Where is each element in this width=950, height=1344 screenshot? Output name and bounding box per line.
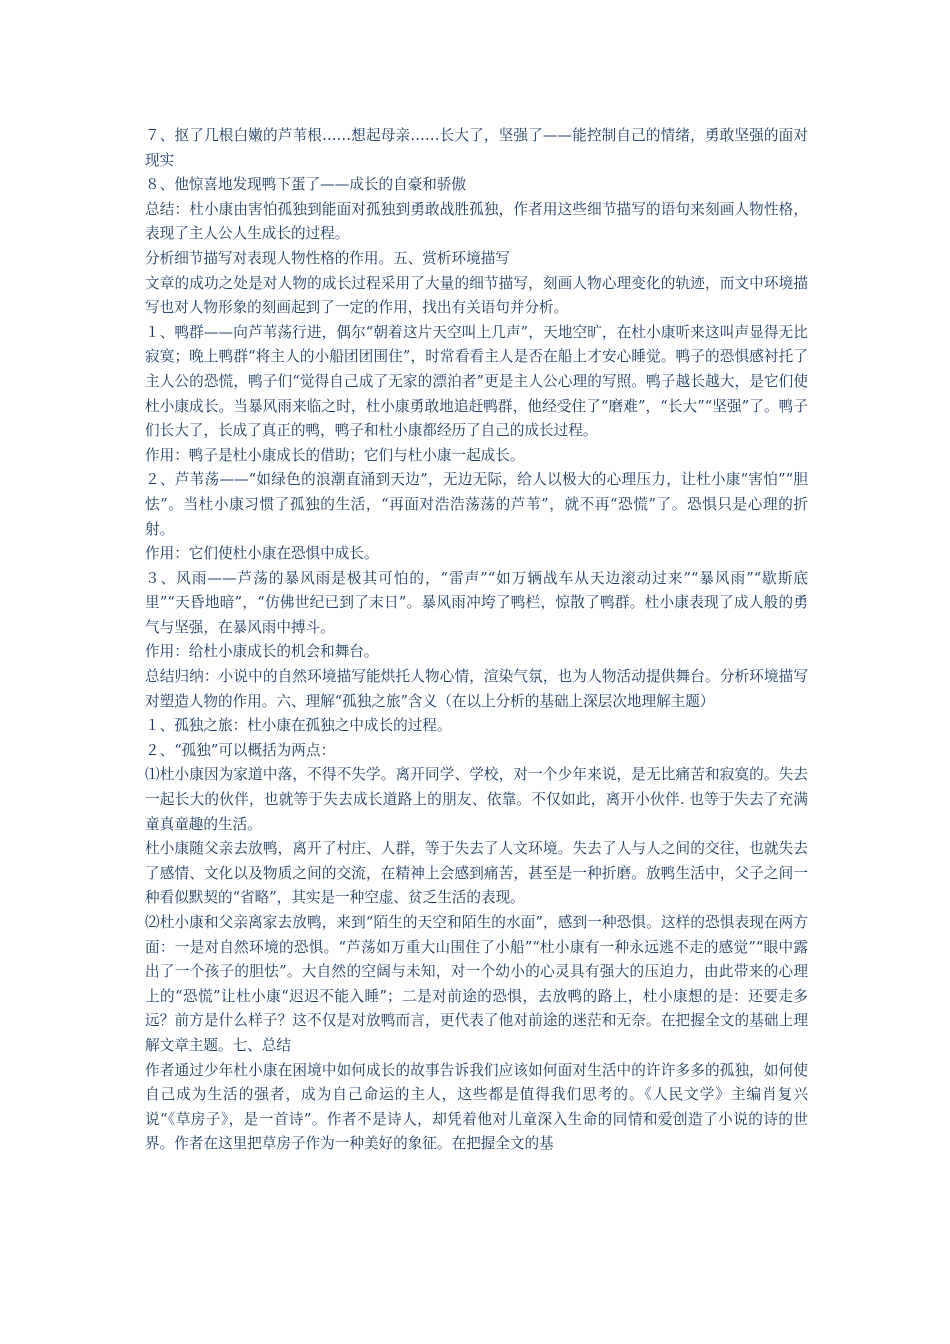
paragraph-item-2-reeds: ２、芦苇荡——“如绿色的浪潮直涌到天边”，无边无际，给人以极大的心理压力，让杜小康“害怕”“胆怯”。当杜小康习惯了孤独的生活，“再面对浩浩荡荡的芦苇”，就不再“恐慌”了。恐惧只是心理的折射。 — [145, 471, 808, 538]
paragraph-summary-detail: 总结：杜小康由害怕孤独到能面对孤独到勇敢战胜孤独，作者用这些细节描写的语句来刻画人物性格，表现了主人公人生成长的过程。 — [145, 200, 808, 243]
paragraph-point-two: ⑵杜小康和父亲离家去放鸭，来到“陌生的天空和陌生的水面”，感到一种恐惧。这样的恐惧表现在两方面：一是对自然环境的恐惧。“芦荡如万重大山围住了小船”“杜小康有一种永远逃不走的感觉”“眼中露出了一个孩子的胆怯”。大自然的空阔与未知，对一个幼小的心灵具有强大的压迫力，由此带来的心理上的“恐慌”让杜小康“迟迟不能入睡”；二是对前途的恐惧，去放鸭的路上，杜小康想的是：还要走多远？前方是什么样子？这不仅是对放鸭而言，更代表了他对前途的迷茫和无奈。在把握全文的基础上理解文章主题。七、总结 — [145, 914, 808, 1054]
paragraph-conclusion: 作者通过少年杜小康在困境中如何成长的故事告诉我们应该如何面对生活中的许许多多的孤独，如何使自己成为生活的强者，成为自己命运的主人，这些都是值得我们思考的。《人民文学》主编肖复兴说“《草房子》，是一首诗”。作者不是诗人，却凭着他对儿童深入生命的同情和爱创造了小说的诗的世界。作者在这里把草房子作为一种美好的象征。在把握全文的基 — [145, 1061, 808, 1153]
paragraph-item-3-storm: ３、风雨——芦荡的暴风雨是极其可怕的，“雷声”“如万辆战车从天边滚动过来”“暴风雨”“歇斯底里”“天昏地暗”，“仿佛世纪已到了末日”。暴风雨冲垮了鸭栏，惊散了鸭群。杜小康表现了成人般的勇气与坚强，在暴风雨中搏斗。 — [145, 569, 808, 636]
paragraph-two-points: ２、“孤独”可以概括为两点： — [145, 741, 336, 759]
paragraph-environment-intro: 文章的成功之处是对人物的成长过程采用了大量的细节描写，刻画人物心理变化的轨迹，而文中环境描写也对人物形象的刻画起到了一定的作用，找出有关语句并分析。 — [145, 274, 808, 317]
paragraph-effect-reeds: 作用：它们使杜小康在恐惧中成长。 — [145, 545, 379, 563]
paragraph-point-one: ⑴杜小康因为家道中落，不得不失学。离开同学、学校，对一个少年来说，是无比痛苦和寂寞的。失去一起长大的伙伴，也就等于失去成长道路上的朋友、依靠。不仅如此，离开小伙伴. 也等于失去了充满童真童趣的生活。 — [145, 766, 808, 833]
paragraph-effect-storm: 作用：给杜小康成长的机会和舞台。 — [145, 643, 379, 661]
paragraph-effect-ducks: 作用：鸭子是杜小康成长的借助；它们与杜小康一起成长。 — [145, 446, 525, 464]
paragraph-summary-environment: 总结归纳：小说中的自然环境描写能烘托人物心情，渲染气氛，也为人物活动提供舞台。分析环境描写对塑造人物的作用。六、理解“孤独之旅”含义（在以上分析的基础上深层次地理解主题） — [145, 668, 808, 710]
document-page — [145, 124, 808, 1157]
paragraph-point-one-cont: 杜小康随父亲去放鸭，离开了村庄、人群，等于失去了人文环境。失去了人与人之间的交往，也就失去了感情、文化以及物质之间的交流，在精神上会感到痛苦，甚至是一种折磨。放鸭生活中，父子之间一种看似默契的“省略”，其实是一种空虚、贫乏生活的表现。 — [145, 840, 808, 907]
paragraph-item-1-ducks: １、鸭群——向芦苇荡行进，偶尔“朝着这片天空叫上几声”，天地空旷，在杜小康听来这叫声显得无比寂寞；晚上鸭群“将主人的小船团团围住”，时常看看主人是否在船上才安心睡觉。鸭子的恐惧感衬托了主人公的恐慌，鸭子们“觉得自己成了无家的漂泊者”更是主人公心理的写照。鸭子越长越大，是它们使杜小康成长。当暴风雨来临之时，杜小康勇敢地追赶鸭群，他经受住了“磨难”，“长大”“坚强”了。鸭子们长大了，长成了真正的鸭，鸭子和杜小康都经历了自己的成长过程。 — [145, 323, 808, 440]
paragraph-section-five-heading: 分析细节描写对表现人物性格的作用。五、赏析环境描写 — [145, 249, 510, 267]
paragraph-item-7-root: ７、抠了几根白嫩的芦苇根……想起母亲……长大了，坚强了——能控制自己的情绪，勇敢坚强的面对现实 — [145, 127, 808, 169]
paragraph-item-8-duck-eggs: ８、他惊喜地发现鸭下蛋了——成长的自豪和骄傲 — [145, 176, 467, 194]
paragraph-lonely-journey: １、孤独之旅：杜小康在孤独之中成长的过程。 — [145, 717, 452, 735]
